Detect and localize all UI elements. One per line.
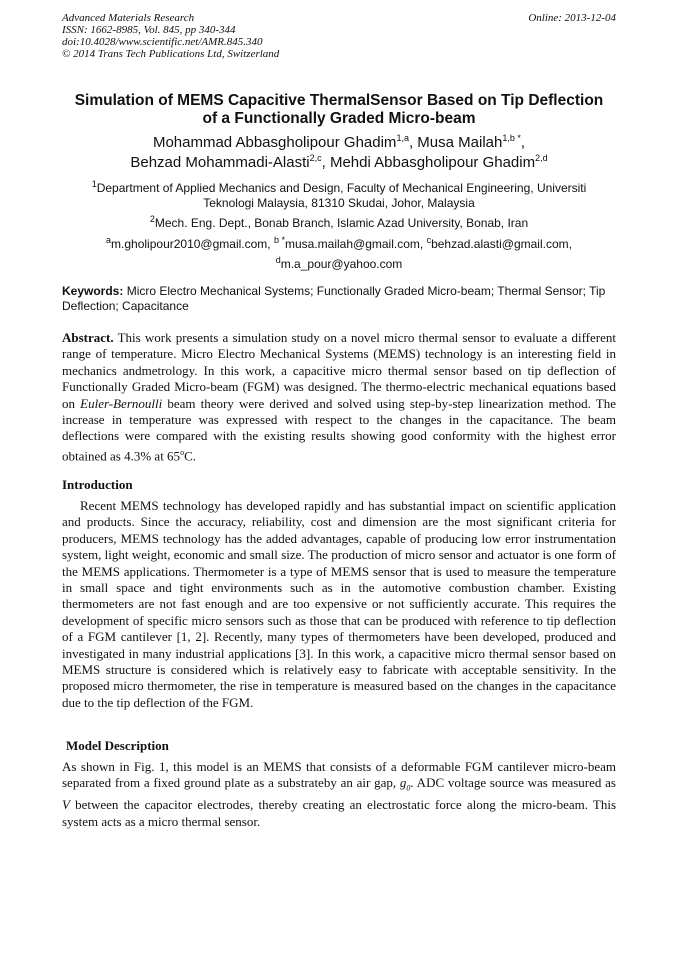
keywords xyxy=(62,284,618,314)
email-b[interactable]: musa.mailah@gmail.com, xyxy=(284,237,424,251)
abstract-label: Abstract. xyxy=(62,330,114,345)
voltage-symbol: V xyxy=(62,797,70,813)
model-description-heading: Model Description xyxy=(66,738,169,753)
aff-1-line-1: Department of Applied Mechanics and Design, Faculty of Mechanical Engineering, Universiti xyxy=(96,181,587,195)
journal-header xyxy=(62,12,616,60)
author-1: Mohammad Abbasgholipour Ghadim xyxy=(152,134,397,151)
author-3-sup: 2,c xyxy=(309,153,322,163)
author-2-sup: 1,b * xyxy=(502,133,521,143)
author-2: Musa Mailah xyxy=(417,134,503,151)
aff-1-line-2: Teknologi Malaysia, 81310 Skudai, Johor, Malaysia xyxy=(203,196,475,210)
aff-2-text: Mech. Eng. Dept., Bonab Branch, Islamic Azad University, Bonab, Iran xyxy=(154,216,529,230)
title-line-2: of a Functionally Graded Micro-beam xyxy=(202,110,476,127)
aff-2-sup: 2 xyxy=(149,214,155,224)
author-list xyxy=(40,133,638,173)
email-line-1: $^a$m.gholipour2010@gmail.com, $^{b *}$musa.mailah@gmail.com, $^c$behzad.alasti@gmail.com, xyxy=(106,235,572,251)
author-3: Behzad Mohammadi-Alasti xyxy=(130,154,310,171)
author-1-sup: 1,a xyxy=(396,133,409,143)
online-date: Online: 2013-12-04 xyxy=(528,12,616,24)
author-line-1: Mohammad Abbasgholipour Ghadim$^{1,a}$, Musa Mailah$^{1,b *}$, xyxy=(152,133,526,151)
email-c[interactable]: behzad.alasti@gmail.com, xyxy=(431,237,572,251)
email-d[interactable]: m.a_pour@yahoo.com xyxy=(280,257,403,271)
author-4-sup: 2,d xyxy=(535,153,548,163)
abstract-italic-term: Euler-Bernoulli xyxy=(80,395,163,411)
introduction-heading: Introduction xyxy=(62,477,133,492)
email-list xyxy=(50,234,628,274)
affiliation-2 xyxy=(60,216,618,231)
keywords-label: Keywords: xyxy=(62,284,124,298)
gap-symbol: $g_0$ xyxy=(399,775,411,793)
email-a[interactable]: m.gholipour2010@gmail.com, xyxy=(111,237,271,251)
title-line-1: Simulation of MEMS Capacitive ThermalSensor Based on Tip Deflection xyxy=(74,92,604,109)
model-description-paragraph: As shown in Fig. 1, this model is an MEMS that consists of a deformable FGM cantilever micro-beam separated from a fixed ground plate as a substrateby an air gap, $g_0$. ADC voltage source was measured as V between the capacitor electrodes, thereby creating an electrostatic force along the micro-beam. This system acts as a micro thermal sensor. xyxy=(62,759,616,829)
issn-line: ISSN: 1662-8985, Vol. 845, pp 340-344 xyxy=(62,24,236,36)
copyright-line: © 2014 Trans Tech Publications Ltd, Switzerland xyxy=(62,48,280,60)
author-4: Mehdi Abbasgholipour Ghadim xyxy=(329,154,536,171)
paper-title xyxy=(40,92,638,128)
doi-line: doi:10.4028/www.scientific.net/AMR.845.340 xyxy=(62,36,263,48)
abstract: Abstract. This work presents a simulation study on a novel micro thermal sensor to evaluate a different range of temperature. Micro Electro Mechanical Systems (MEMS) technology is an interesting field in mechanics andmetrology. In this work, a capacitive micro thermal sensor based on tip deflection of Functionally Graded Micro-beam (FGM) was designed. The thermo-electric mechanical equations based on Euler-Bernoulli beam theory were derived and solved using step-by-step linearization method. The increase in temperature was expressed with respect to the changes in the capacitance. The beam deflections were compared with the existing results showing good conformity with the highest error obtained as 4.3% at 65$^o$C. xyxy=(62,330,617,464)
affiliation-1 xyxy=(60,181,618,211)
author-line-2: Behzad Mohammadi-Alasti$^{2,c}$, Mehdi Abbasgholipour Ghadim$^{2,d}$ xyxy=(130,153,548,171)
keywords-text: Micro Electro Mechanical Systems; Functionally Graded Micro-beam; Thermal Sensor; Tip Deflection; Capacitance xyxy=(62,284,606,313)
introduction-paragraph: Recent MEMS technology has developed rapidly and has substantial impact on scientific application and products. Since the accuracy, reliability, cost and dimension are the most significant criteria for producers, MEMS technology has the added advantages, capable of producing low error instrumentation system, light weight, economic and small size. The production of micro sensor and actuator is one form of the MEMS applications. Thermometer is a type of MEMS sensor that is used to measure the temperature in small space and tight environments such as in the automotive combustion chamber. Existing thermometers are not fast enough and are too expensive or not sufficiently accurate. This requires the development of specific micro sensors such as those that can be produced with reference to tip deflection of a FGM cantilever [1, 2]. Recently, many types of thermometers have been developed, produced and investigated in many industrial applications [3]. In this work, a capacitive micro thermal sensor based on MEMS structure is considered which is relatively easy to fabricate with acceptable sensitivity. In the proposed micro thermometer, the rise in temperature is measured based on the changes in the capacitance due to the tip deflection of the FGM. xyxy=(62,498,616,710)
journal-name: Advanced Materials Research xyxy=(62,12,195,24)
aff-1-sup: 1 xyxy=(91,179,97,189)
email-line-2: $^d$m.a_pour@yahoo.com xyxy=(275,255,403,271)
